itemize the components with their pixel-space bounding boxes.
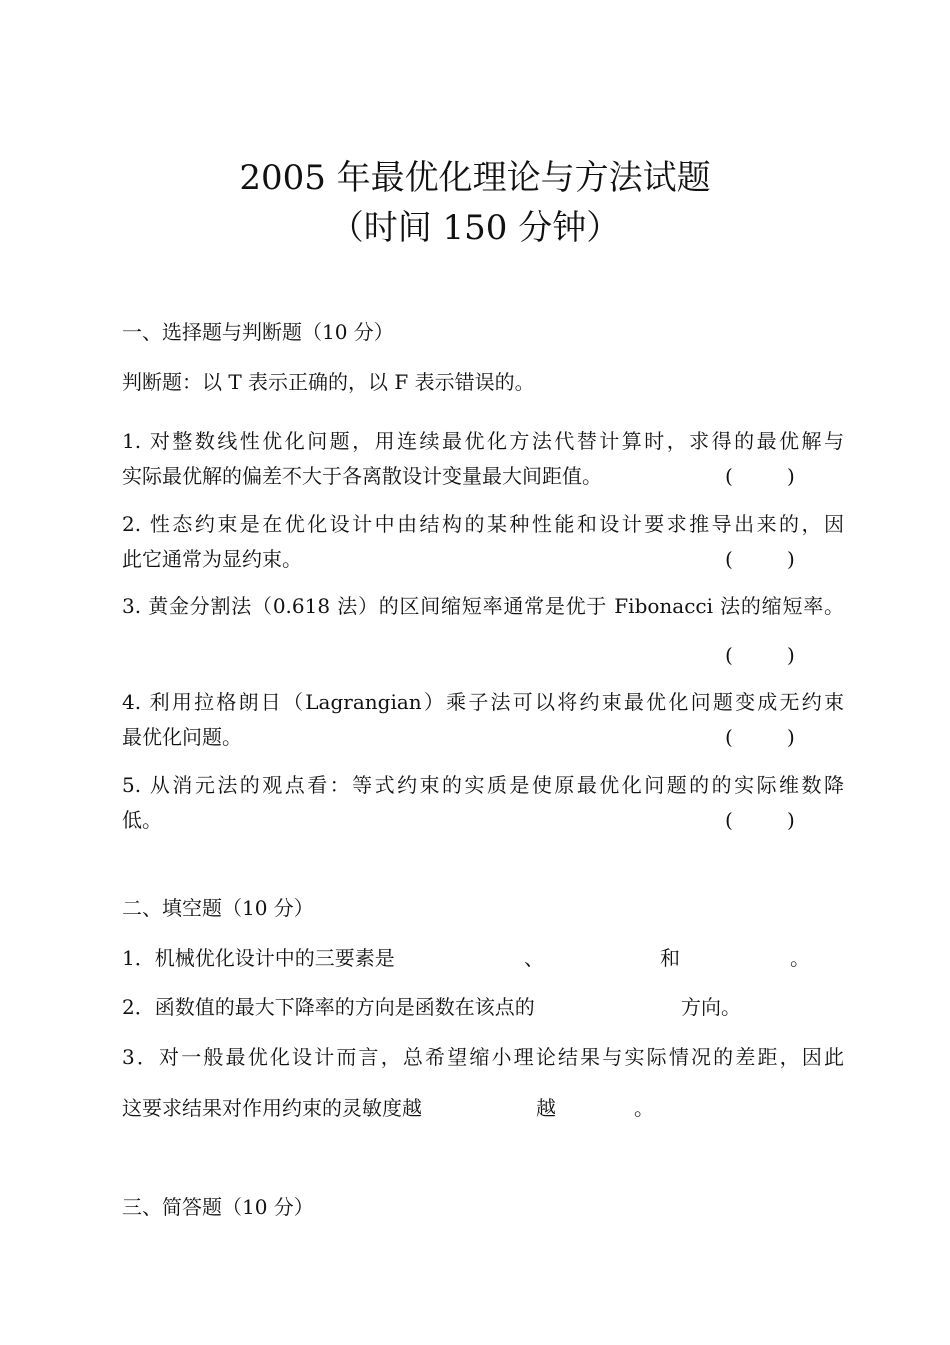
- tf-question-2-line-2: 此它通常为显约束。: [122, 547, 302, 571]
- answer-paren-close-5: ): [787, 808, 795, 832]
- answer-paren-open-5: (: [725, 808, 733, 832]
- answer-paren-open-4: (: [725, 725, 733, 749]
- tf-question-1-line-2: 实际最优解的偏差不大于各离散设计变量最大间距值。: [122, 464, 602, 488]
- fill-question-2: 2．函数值的最大下降率的方向是函数在该点的: [122, 995, 535, 1019]
- tf-question-2-line-1: 2. 性态约束是在优化设计中由结构的某种性能和设计要求推导出来的，因: [122, 512, 844, 536]
- tf-question-3-line-1: 3. 黄金分割法（0.618 法）的区间缩短率通常是优于 Fibonacci 法的缩短率。: [122, 594, 844, 618]
- tf-question-5-line-1: 5. 从消元法的观点看：等式约束的实质是使原最优化问题的的实际维数降: [122, 773, 844, 797]
- exam-duration: （时间 150 分钟）: [329, 208, 621, 248]
- answer-paren-close-3: ): [787, 643, 795, 667]
- answer-paren-open-3: (: [725, 643, 733, 667]
- answer-paren-open-2: (: [725, 547, 733, 571]
- answer-paren-close-1: ): [787, 464, 795, 488]
- tf-question-1-line-1: 1. 对整数线性优化问题，用连续最优化方法代替计算时，求得的最优解与: [122, 429, 844, 453]
- fill-question-2-end: 方向。: [681, 995, 741, 1019]
- exam-title: 2005 年最优化理论与方法试题: [239, 158, 711, 198]
- section-1-heading: 一、选择题与判断题（10 分）: [122, 320, 394, 344]
- tf-question-4-line-1: 4. 利用拉格朗日（Lagrangian）乘子法可以将约束最优化问题变成无约束: [122, 690, 844, 714]
- fill-question-3-line-2: 这要求结果对作用约束的灵敏度越: [122, 1096, 422, 1120]
- fill-question-1-separator-1: 、: [524, 946, 544, 970]
- section-2-heading: 二、填空题（10 分）: [122, 896, 314, 920]
- fill-question-3-separator: 越: [536, 1096, 556, 1120]
- tf-question-4-line-2: 最优化问题。: [122, 725, 242, 749]
- answer-paren-close-4: ): [787, 725, 795, 749]
- section-1-instruction: 判断题：以 T 表示正确的，以 F 表示错误的。: [122, 370, 535, 394]
- fill-question-1: 1．机械优化设计中的三要素是: [122, 946, 395, 970]
- fill-question-3-line-1: 3．对一般最优化设计而言，总希望缩小理论结果与实际情况的差距，因此: [122, 1045, 844, 1069]
- fill-question-1-separator-2: 和: [660, 946, 680, 970]
- tf-question-5-line-2: 低。: [122, 808, 162, 832]
- fill-question-3-end: 。: [634, 1096, 654, 1120]
- fill-question-1-end: 。: [790, 946, 810, 970]
- section-3-heading: 三、简答题（10 分）: [122, 1195, 314, 1219]
- answer-paren-open-1: (: [725, 464, 733, 488]
- answer-paren-close-2: ): [787, 547, 795, 571]
